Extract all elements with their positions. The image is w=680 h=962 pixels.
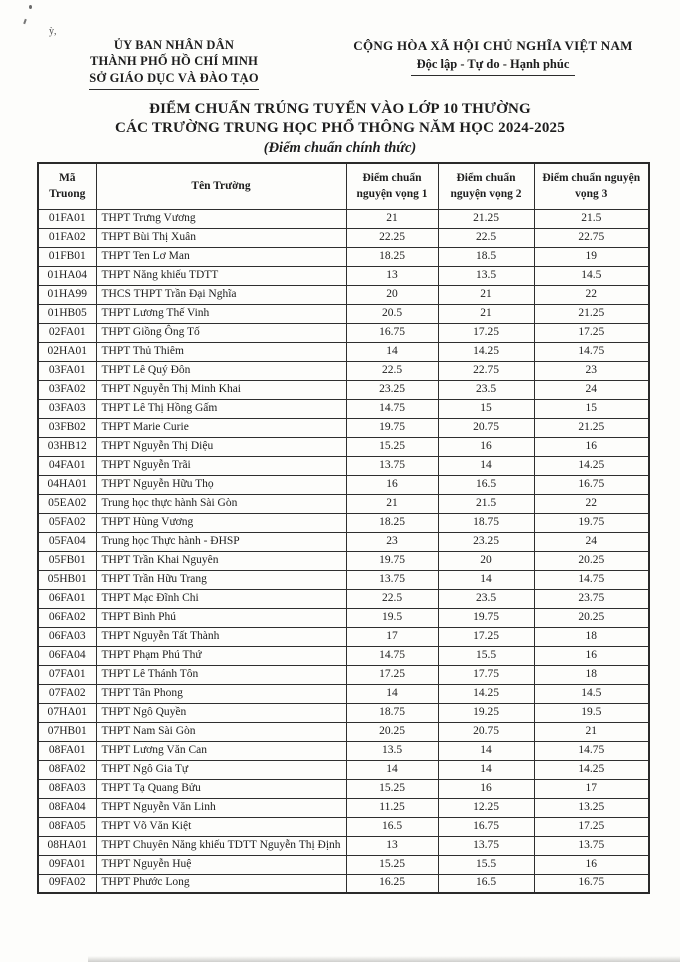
score-nv1: 18.75 bbox=[346, 703, 438, 722]
school-code: 06FA04 bbox=[38, 646, 96, 665]
score-nv3: 14.75 bbox=[534, 741, 649, 760]
table-row bbox=[38, 836, 649, 855]
table-row bbox=[38, 722, 649, 741]
school-code: 01FA02 bbox=[38, 228, 96, 247]
score-nv1: 13.5 bbox=[346, 741, 438, 760]
school-code: 01FB01 bbox=[38, 247, 96, 266]
school-code: 09FA01 bbox=[38, 855, 96, 874]
score-nv2: 15.5 bbox=[438, 646, 534, 665]
table-row bbox=[38, 760, 649, 779]
table-row bbox=[38, 342, 649, 361]
school-name: THPT Nguyễn Thị Diệu bbox=[96, 437, 346, 456]
score-nv1: 21 bbox=[346, 494, 438, 513]
score-nv1: 13.75 bbox=[346, 570, 438, 589]
school-code: 09FA02 bbox=[38, 874, 96, 893]
school-name: THPT Thủ Thiêm bbox=[96, 342, 346, 361]
org-line-1: ỦY BAN NHÂN DÂN bbox=[113, 38, 235, 52]
score-nv2: 12.25 bbox=[438, 798, 534, 817]
school-code: 08FA02 bbox=[38, 760, 96, 779]
school-name: THPT Năng khiếu TDTT bbox=[96, 266, 346, 285]
score-nv3: 14.5 bbox=[534, 684, 649, 703]
school-code: 06FA03 bbox=[38, 627, 96, 646]
school-name: THPT Giồng Ông Tố bbox=[96, 323, 346, 342]
score-nv3: 19 bbox=[534, 247, 649, 266]
scan-speck bbox=[23, 19, 27, 24]
score-nv2: 23.5 bbox=[438, 589, 534, 608]
score-nv2: 14 bbox=[438, 741, 534, 760]
score-nv1: 14.75 bbox=[346, 646, 438, 665]
table-row bbox=[38, 494, 649, 513]
table-header bbox=[38, 163, 649, 209]
table-row bbox=[38, 437, 649, 456]
score-nv2: 19.25 bbox=[438, 703, 534, 722]
score-nv1: 16.25 bbox=[346, 874, 438, 893]
score-nv1: 19.5 bbox=[346, 608, 438, 627]
score-nv3: 19.75 bbox=[534, 513, 649, 532]
school-name: THPT Bùi Thị Xuân bbox=[96, 228, 346, 247]
school-code: 05FB01 bbox=[38, 551, 96, 570]
score-nv3: 24 bbox=[534, 380, 649, 399]
table-row bbox=[38, 456, 649, 475]
score-nv1: 16.75 bbox=[346, 323, 438, 342]
school-name: THPT Ngô Gia Tự bbox=[96, 760, 346, 779]
school-code: 02HA01 bbox=[38, 342, 96, 361]
school-name: THPT Nguyễn Trãi bbox=[96, 456, 346, 475]
score-nv3: 16 bbox=[534, 437, 649, 456]
score-nv3: 22 bbox=[534, 494, 649, 513]
school-name: THPT Lương Văn Can bbox=[96, 741, 346, 760]
table-row bbox=[38, 247, 649, 266]
score-nv2: 21 bbox=[438, 304, 534, 323]
school-code: 01FA01 bbox=[38, 209, 96, 228]
table-row bbox=[38, 741, 649, 760]
school-name: THPT Bình Phú bbox=[96, 608, 346, 627]
table-row bbox=[38, 703, 649, 722]
school-name: THPT Ten Lơ Man bbox=[96, 247, 346, 266]
table-row bbox=[38, 798, 649, 817]
school-code: 08FA03 bbox=[38, 779, 96, 798]
score-nv3: 24 bbox=[534, 532, 649, 551]
score-nv3: 23 bbox=[534, 361, 649, 380]
score-nv1: 15.25 bbox=[346, 855, 438, 874]
table-row bbox=[38, 874, 649, 893]
score-nv1: 23 bbox=[346, 532, 438, 551]
score-nv3: 14.25 bbox=[534, 760, 649, 779]
score-nv1: 20 bbox=[346, 285, 438, 304]
national-motto bbox=[320, 38, 680, 90]
scan-speck bbox=[29, 5, 32, 9]
score-nv3: 16 bbox=[534, 855, 649, 874]
school-code: 07HA01 bbox=[38, 703, 96, 722]
score-nv3: 13.75 bbox=[534, 836, 649, 855]
table-row bbox=[38, 285, 649, 304]
school-name: THPT Lê Thị Hồng Gấm bbox=[96, 399, 346, 418]
score-nv3: 17.25 bbox=[534, 323, 649, 342]
table-row bbox=[38, 418, 649, 437]
school-code: 06FA01 bbox=[38, 589, 96, 608]
school-name: THPT Nguyễn Huệ bbox=[96, 855, 346, 874]
org-line-3: SỞ GIÁO DỤC VÀ ĐÀO TẠO bbox=[89, 71, 259, 90]
score-nv1: 17 bbox=[346, 627, 438, 646]
table-row bbox=[38, 513, 649, 532]
score-nv1: 14 bbox=[346, 342, 438, 361]
score-nv3: 15 bbox=[534, 399, 649, 418]
score-nv2: 22.75 bbox=[438, 361, 534, 380]
score-nv2: 16.75 bbox=[438, 817, 534, 836]
score-nv1: 23.25 bbox=[346, 380, 438, 399]
title-subtitle: (Điểm chuẩn chính thức) bbox=[263, 139, 417, 156]
score-nv2: 14 bbox=[438, 456, 534, 475]
school-code: 08HA01 bbox=[38, 836, 96, 855]
score-nv3: 14.25 bbox=[534, 456, 649, 475]
school-name: THPT Nguyễn Tất Thành bbox=[96, 627, 346, 646]
school-name: THPT Lê Thánh Tôn bbox=[96, 665, 346, 684]
school-code: 08FA05 bbox=[38, 817, 96, 836]
school-code: 08FA04 bbox=[38, 798, 96, 817]
score-nv2: 21 bbox=[438, 285, 534, 304]
issuing-authority bbox=[0, 38, 320, 90]
score-nv1: 22.5 bbox=[346, 361, 438, 380]
score-nv1: 17.25 bbox=[346, 665, 438, 684]
score-nv2: 14 bbox=[438, 760, 534, 779]
org-line-2: THÀNH PHỐ HỒ CHÍ MINH bbox=[89, 53, 259, 68]
school-code: 07FA01 bbox=[38, 665, 96, 684]
school-name: Trung học thực hành Sài Gòn bbox=[96, 494, 346, 513]
score-nv3: 14.75 bbox=[534, 342, 649, 361]
letterhead bbox=[0, 38, 680, 90]
score-nv3: 16.75 bbox=[534, 874, 649, 893]
score-nv2: 23.25 bbox=[438, 532, 534, 551]
school-name: THPT Võ Văn Kiệt bbox=[96, 817, 346, 836]
score-nv1: 18.25 bbox=[346, 513, 438, 532]
table-row bbox=[38, 266, 649, 285]
school-code: 04FA01 bbox=[38, 456, 96, 475]
score-nv1: 19.75 bbox=[346, 551, 438, 570]
scan-edge-smudge bbox=[88, 956, 680, 962]
school-name: THPT Trần Hữu Trang bbox=[96, 570, 346, 589]
col-header-school-code: Mã Truong bbox=[38, 163, 96, 209]
score-nv1: 13 bbox=[346, 266, 438, 285]
score-nv2: 15 bbox=[438, 399, 534, 418]
score-nv3: 13.25 bbox=[534, 798, 649, 817]
school-name: THPT Tạ Quang Bửu bbox=[96, 779, 346, 798]
score-nv3: 21 bbox=[534, 722, 649, 741]
score-nv2: 14.25 bbox=[438, 684, 534, 703]
school-name: THPT Nguyễn Thị Minh Khai bbox=[96, 380, 346, 399]
table-row bbox=[38, 209, 649, 228]
school-name: THPT Nguyễn Hữu Thọ bbox=[96, 475, 346, 494]
school-name: THPT Mạc Đĩnh Chi bbox=[96, 589, 346, 608]
score-nv3: 23.75 bbox=[534, 589, 649, 608]
score-nv1: 14 bbox=[346, 760, 438, 779]
score-nv2: 23.5 bbox=[438, 380, 534, 399]
school-name: THPT Nam Sài Gòn bbox=[96, 722, 346, 741]
school-name: THPT Hùng Vương bbox=[96, 513, 346, 532]
table-row bbox=[38, 608, 649, 627]
score-nv2: 18.5 bbox=[438, 247, 534, 266]
table-row bbox=[38, 817, 649, 836]
score-nv2: 16.5 bbox=[438, 874, 534, 893]
school-code: 08FA01 bbox=[38, 741, 96, 760]
table-row bbox=[38, 323, 649, 342]
score-nv1: 22.25 bbox=[346, 228, 438, 247]
school-code: 07FA02 bbox=[38, 684, 96, 703]
table-row bbox=[38, 684, 649, 703]
school-code: 04HA01 bbox=[38, 475, 96, 494]
score-nv1: 13.75 bbox=[346, 456, 438, 475]
table-row bbox=[38, 855, 649, 874]
table-row bbox=[38, 532, 649, 551]
score-nv3: 16.75 bbox=[534, 475, 649, 494]
school-code: 05FA04 bbox=[38, 532, 96, 551]
table-row bbox=[38, 551, 649, 570]
table-row bbox=[38, 475, 649, 494]
score-nv2: 16 bbox=[438, 779, 534, 798]
score-nv2: 20 bbox=[438, 551, 534, 570]
school-name: Trung học Thực hành - ĐHSP bbox=[96, 532, 346, 551]
score-nv3: 21.25 bbox=[534, 304, 649, 323]
table-row bbox=[38, 589, 649, 608]
score-nv2: 14 bbox=[438, 570, 534, 589]
score-nv2: 15.5 bbox=[438, 855, 534, 874]
school-code: 01HA99 bbox=[38, 285, 96, 304]
score-nv3: 21.5 bbox=[534, 209, 649, 228]
score-nv3: 20.25 bbox=[534, 608, 649, 627]
col-header-score-nv3: Điểm chuẩn nguyện vọng 3 bbox=[534, 163, 649, 209]
table-row bbox=[38, 646, 649, 665]
score-nv2: 13.75 bbox=[438, 836, 534, 855]
school-code: 03FB02 bbox=[38, 418, 96, 437]
score-nv2: 17.75 bbox=[438, 665, 534, 684]
school-code: 05EA02 bbox=[38, 494, 96, 513]
school-code: 05FA02 bbox=[38, 513, 96, 532]
table-row bbox=[38, 361, 649, 380]
school-name: THPT Lương Thế Vinh bbox=[96, 304, 346, 323]
school-code: 01HA04 bbox=[38, 266, 96, 285]
score-nv2: 16 bbox=[438, 437, 534, 456]
score-nv2: 17.25 bbox=[438, 323, 534, 342]
score-nv3: 14.75 bbox=[534, 570, 649, 589]
school-name: THPT Phạm Phú Thứ bbox=[96, 646, 346, 665]
score-nv2: 19.75 bbox=[438, 608, 534, 627]
table-row bbox=[38, 627, 649, 646]
table-row bbox=[38, 304, 649, 323]
table-row bbox=[38, 665, 649, 684]
motto-line-1: CỘNG HÒA XÃ HỘI CHỦ NGHĨA VIỆT NAM bbox=[353, 38, 633, 53]
score-nv2: 13.5 bbox=[438, 266, 534, 285]
score-nv3: 22.75 bbox=[534, 228, 649, 247]
score-nv1: 21 bbox=[346, 209, 438, 228]
col-header-score-nv2: Điểm chuẩn nguyện vọng 2 bbox=[438, 163, 534, 209]
table-row bbox=[38, 228, 649, 247]
score-nv1: 20.5 bbox=[346, 304, 438, 323]
school-name: THPT Trưng Vương bbox=[96, 209, 346, 228]
score-nv1: 22.5 bbox=[346, 589, 438, 608]
table-row bbox=[38, 380, 649, 399]
school-code: 01HB05 bbox=[38, 304, 96, 323]
col-header-school-name: Tên Trường bbox=[96, 163, 346, 209]
score-nv2: 21.25 bbox=[438, 209, 534, 228]
title-line-1: ĐIỂM CHUẨN TRÚNG TUYỂN VÀO LỚP 10 THƯỜNG bbox=[149, 101, 531, 117]
school-name: THPT Nguyễn Văn Linh bbox=[96, 798, 346, 817]
school-name: THCS THPT Trần Đại Nghĩa bbox=[96, 285, 346, 304]
score-nv2: 20.75 bbox=[438, 722, 534, 741]
score-nv3: 17 bbox=[534, 779, 649, 798]
school-name: THPT Ngô Quyền bbox=[96, 703, 346, 722]
score-nv1: 18.25 bbox=[346, 247, 438, 266]
score-nv3: 18 bbox=[534, 627, 649, 646]
score-nv3: 20.25 bbox=[534, 551, 649, 570]
score-nv1: 14 bbox=[346, 684, 438, 703]
score-nv2: 16.5 bbox=[438, 475, 534, 494]
school-name: THPT Tân Phong bbox=[96, 684, 346, 703]
score-nv1: 19.75 bbox=[346, 418, 438, 437]
title-line-2: CÁC TRƯỜNG TRUNG HỌC PHỔ THÔNG NĂM HỌC 2024-2025 bbox=[115, 119, 565, 136]
admission-scores-table bbox=[37, 162, 650, 894]
school-code: 05HB01 bbox=[38, 570, 96, 589]
motto-line-2: Độc lập - Tự do - Hạnh phúc bbox=[411, 56, 576, 76]
table-body bbox=[38, 209, 649, 893]
score-nv2: 21.5 bbox=[438, 494, 534, 513]
score-nv3: 21.25 bbox=[534, 418, 649, 437]
score-nv1: 11.25 bbox=[346, 798, 438, 817]
score-nv1: 20.25 bbox=[346, 722, 438, 741]
table-row bbox=[38, 779, 649, 798]
score-nv1: 14.75 bbox=[346, 399, 438, 418]
school-code: 03FA03 bbox=[38, 399, 96, 418]
score-nv2: 17.25 bbox=[438, 627, 534, 646]
score-nv1: 15.25 bbox=[346, 437, 438, 456]
score-nv2: 14.25 bbox=[438, 342, 534, 361]
score-nv3: 14.5 bbox=[534, 266, 649, 285]
school-code: 06FA02 bbox=[38, 608, 96, 627]
score-nv3: 18 bbox=[534, 665, 649, 684]
score-nv3: 16 bbox=[534, 646, 649, 665]
score-nv2: 18.75 bbox=[438, 513, 534, 532]
score-nv1: 13 bbox=[346, 836, 438, 855]
score-nv1: 16.5 bbox=[346, 817, 438, 836]
school-name: THPT Trần Khai Nguyên bbox=[96, 551, 346, 570]
school-name: THPT Phước Long bbox=[96, 874, 346, 893]
scan-mark: ỳ, bbox=[49, 26, 57, 37]
school-code: 02FA01 bbox=[38, 323, 96, 342]
score-nv2: 20.75 bbox=[438, 418, 534, 437]
header-row bbox=[38, 163, 649, 209]
score-nv1: 15.25 bbox=[346, 779, 438, 798]
school-code: 03HB12 bbox=[38, 437, 96, 456]
school-code: 03FA02 bbox=[38, 380, 96, 399]
col-header-score-nv1: Điểm chuẩn nguyện vọng 1 bbox=[346, 163, 438, 209]
table-row bbox=[38, 399, 649, 418]
score-nv3: 17.25 bbox=[534, 817, 649, 836]
school-name: THPT Marie Curie bbox=[96, 418, 346, 437]
score-nv3: 19.5 bbox=[534, 703, 649, 722]
school-code: 03FA01 bbox=[38, 361, 96, 380]
table-row bbox=[38, 570, 649, 589]
document-title bbox=[0, 100, 680, 157]
school-name: THPT Chuyên Năng khiếu TDTT Nguyễn Thị Định bbox=[96, 836, 346, 855]
score-nv2: 22.5 bbox=[438, 228, 534, 247]
school-code: 07HB01 bbox=[38, 722, 96, 741]
score-nv3: 22 bbox=[534, 285, 649, 304]
score-nv1: 16 bbox=[346, 475, 438, 494]
school-name: THPT Lê Quý Đôn bbox=[96, 361, 346, 380]
